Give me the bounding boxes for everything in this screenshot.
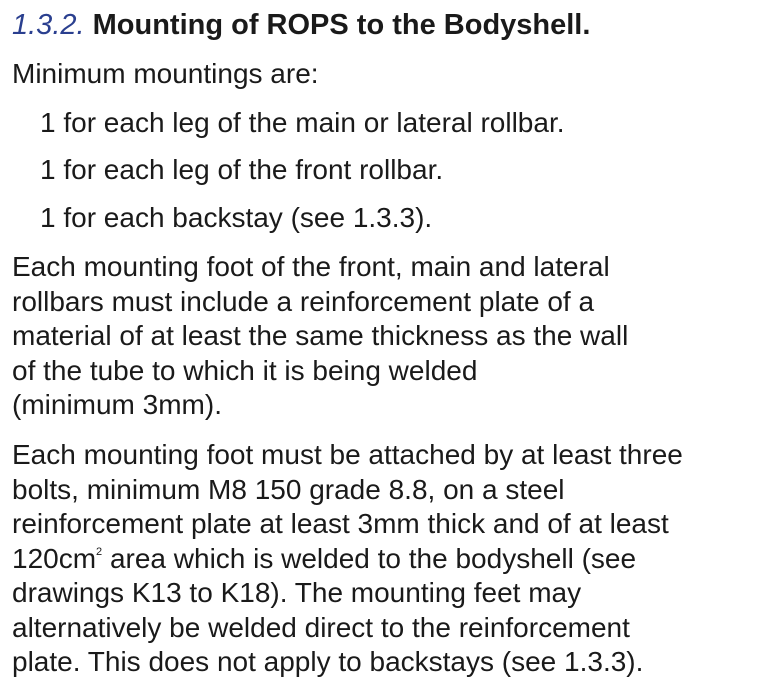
paragraph-line: drawings K13 to K18). The mounting feet may bbox=[12, 577, 582, 608]
mounting-item: 1 for each backstay (see 1.3.3). bbox=[40, 202, 433, 233]
mounting-item: 1 for each leg of the main or lateral rollbar. bbox=[40, 107, 565, 138]
paragraph-line: bolts, minimum M8 150 grade 8.8, on a steel bbox=[12, 473, 565, 505]
reinforcement-plate-paragraph bbox=[12, 250, 628, 423]
area-superscript: 2 bbox=[96, 545, 103, 558]
paragraph-line: material of at least the same thickness as the wall bbox=[12, 320, 629, 351]
section-heading bbox=[12, 8, 590, 42]
area-value: 120cm bbox=[12, 542, 97, 574]
paragraph-line: Each mounting foot must be attached by at least three bbox=[12, 439, 683, 470]
paragraph-line: reinforcement plate at least 3mm thick and of at least bbox=[12, 508, 669, 539]
mounting-item: 1 for each leg of the front rollbar. bbox=[40, 154, 444, 185]
intro-text: Minimum mountings are: bbox=[12, 58, 319, 89]
paragraph-line: alternatively be welded direct to the reinforcement bbox=[12, 611, 630, 643]
paragraph-line: of the tube to which it is being welded bbox=[12, 354, 478, 386]
paragraph-line: rollbars must include a reinforcement plate of a bbox=[12, 285, 595, 317]
paragraph-line: plate. This does not apply to backstays (see 1.3.3). bbox=[12, 646, 644, 677]
section-number: 1.3.2. bbox=[12, 9, 85, 41]
paragraph-line-area bbox=[12, 542, 683, 577]
area-text: area which is welded to the bodyshell (see bbox=[102, 542, 637, 574]
paragraph-line: Each mounting foot of the front, main and lateral bbox=[12, 251, 610, 282]
paragraph-line: (minimum 3mm). bbox=[12, 389, 222, 420]
bolt-attachment-paragraph bbox=[12, 438, 683, 680]
section-title: Mounting of ROPS to the Bodyshell. bbox=[92, 9, 591, 41]
